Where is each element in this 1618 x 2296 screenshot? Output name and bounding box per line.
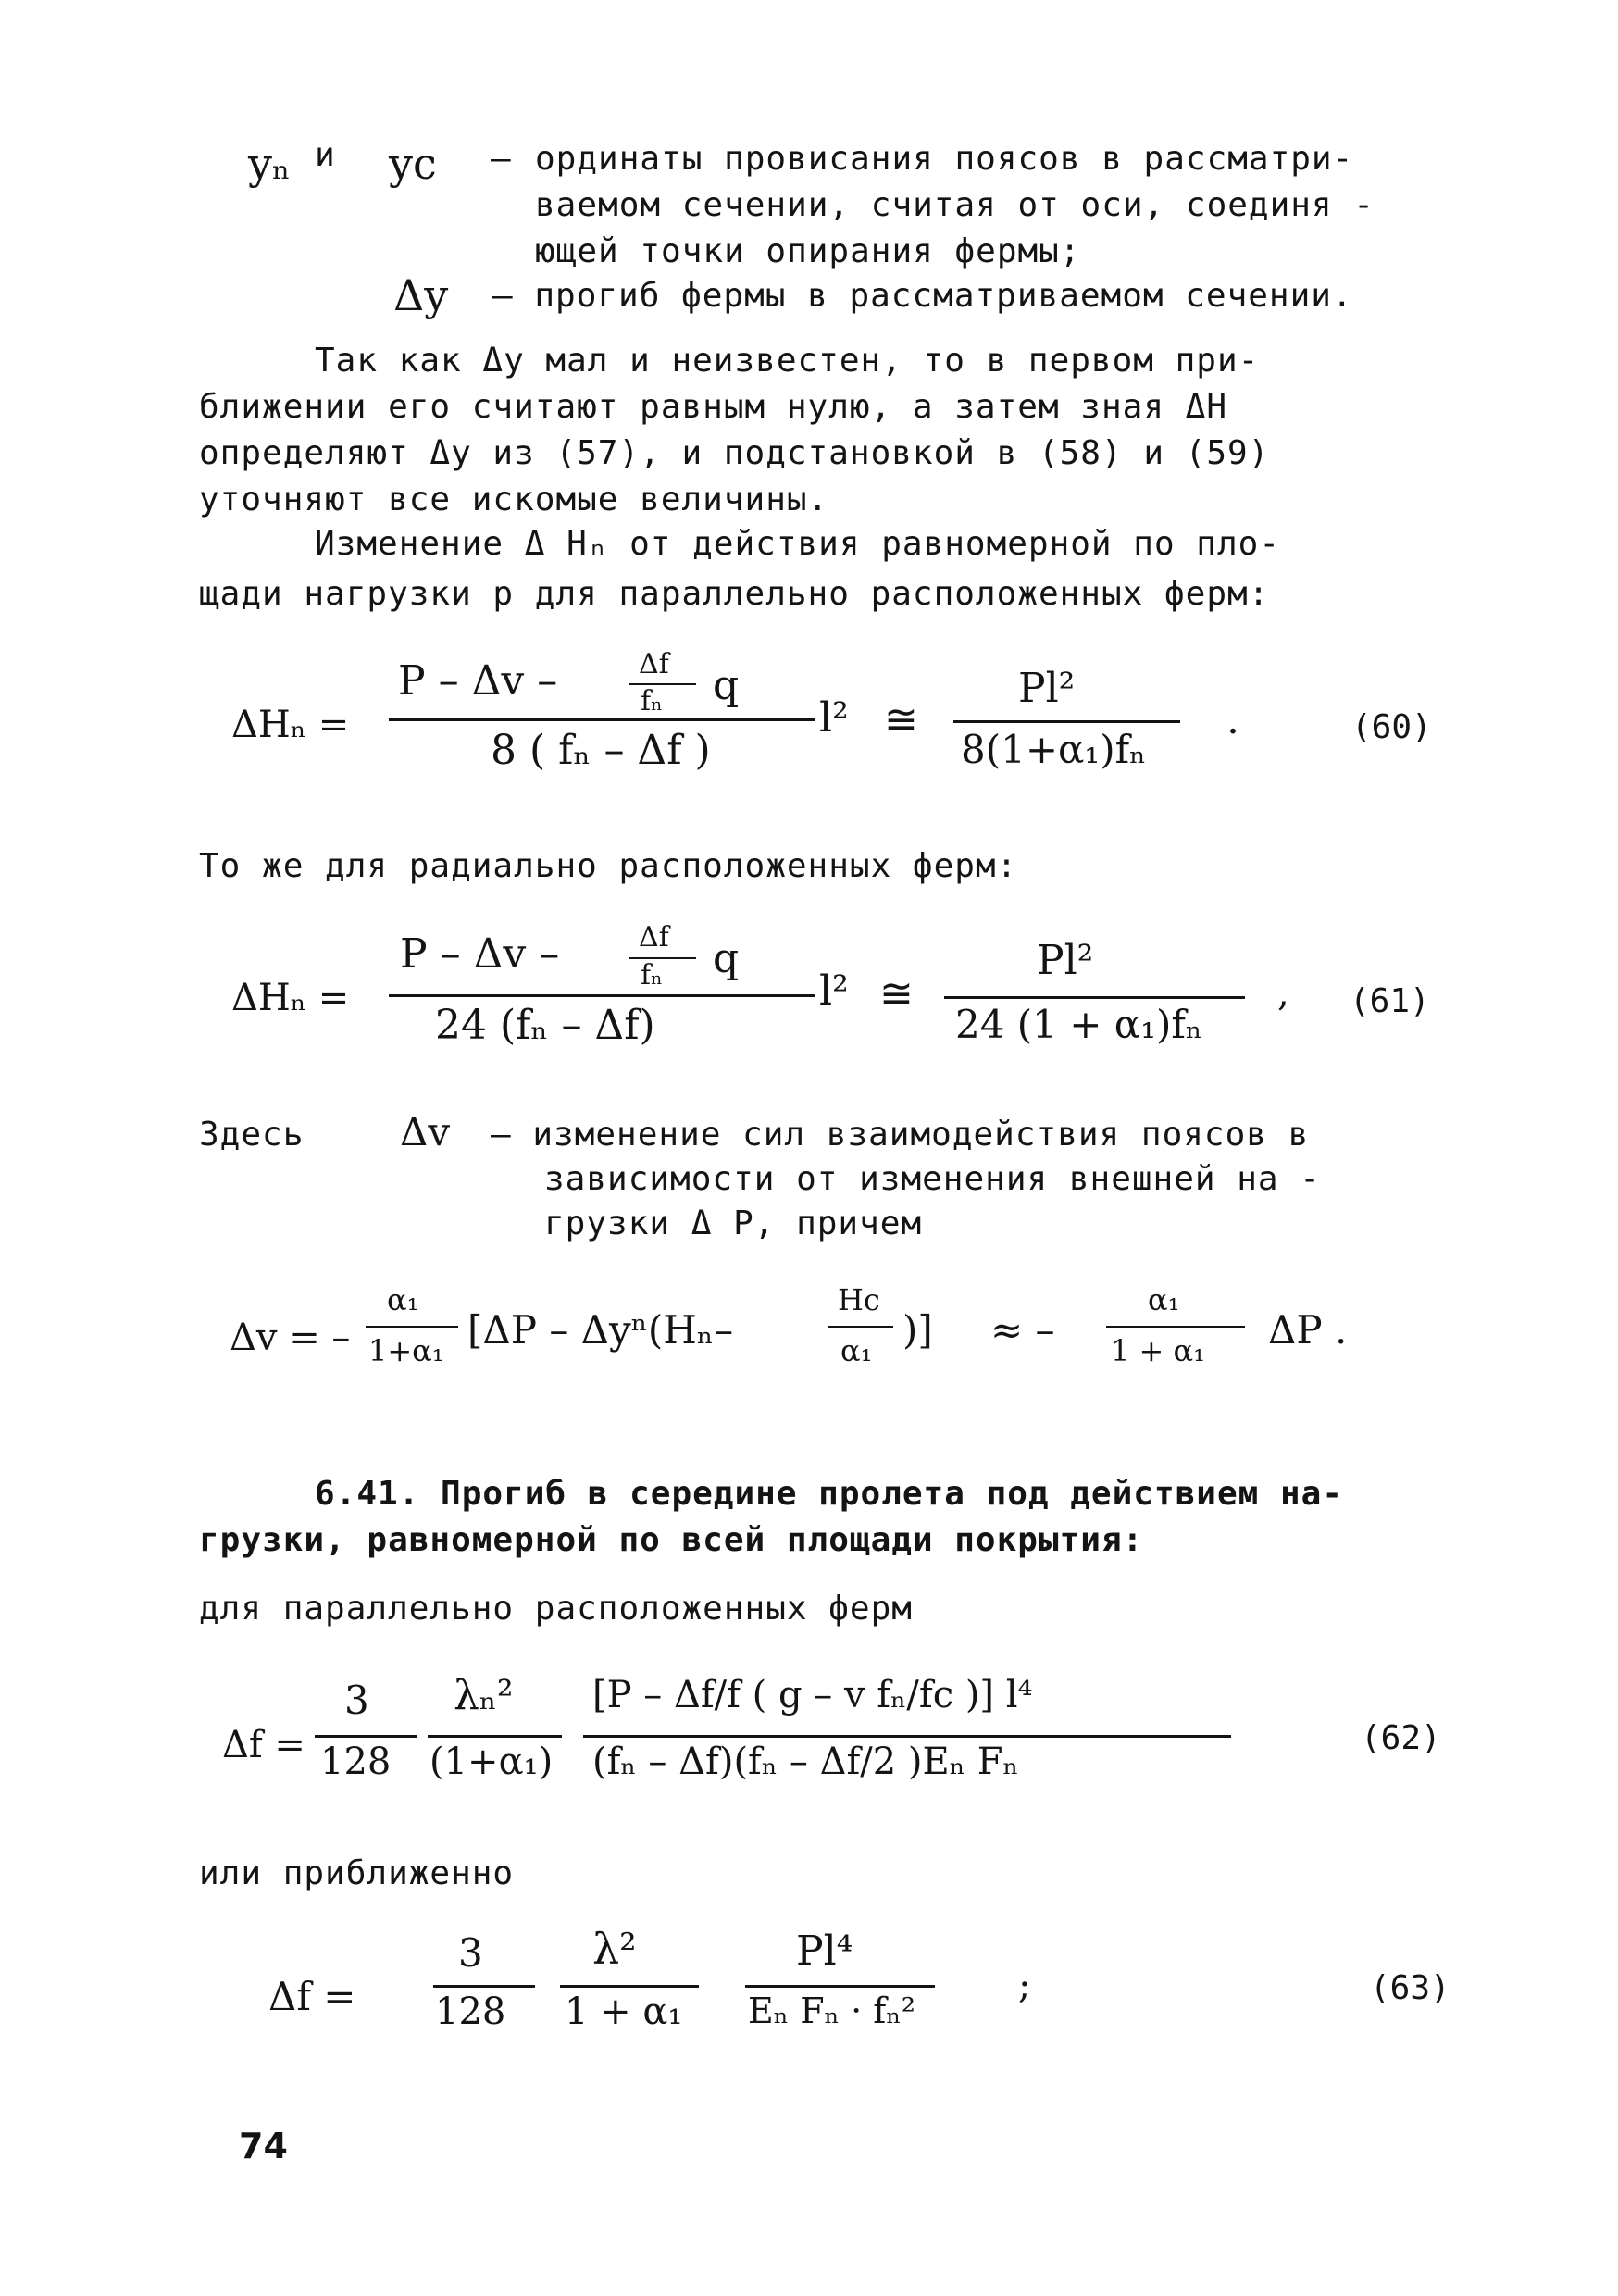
para2-line-1: Изменение Δ Hₙ от действия равномерной по пло- xyxy=(315,525,1280,563)
eqdv-approx: ≈ – xyxy=(990,1307,1055,1353)
eq63-lambda-den: 1 + α₁ xyxy=(565,1990,683,2033)
here-symbol: Δv xyxy=(400,1109,451,1154)
eq61-denominator: 24 (fₙ – Δf) xyxy=(435,1002,655,1049)
eq60-approx: ≅ xyxy=(884,696,918,743)
eq61-lhs: ΔHₙ = xyxy=(231,977,350,1019)
eqdv-f2-den: α₁ xyxy=(840,1333,873,1368)
eq62-lambda-den: (1+α₁) xyxy=(429,1741,554,1783)
here-word: Здесь xyxy=(199,1116,305,1154)
eq63-lambda-bar xyxy=(560,1985,699,1988)
eqdv-bracket: [ΔP – Δyⁿ(Hₙ– xyxy=(467,1307,734,1353)
eq60-rhs-frac-bar xyxy=(953,720,1180,723)
eq60-rhs-denominator: 8(1+α₁)fₙ xyxy=(961,727,1147,772)
and-word: и xyxy=(315,136,336,174)
para4-line-2: грузки, равномерной по всей площади покрытия: xyxy=(199,1521,1144,1559)
para5-line-1: или приближенно xyxy=(199,1854,515,1892)
eq63-frac-bar xyxy=(745,1985,935,1988)
symbol-yc: yc xyxy=(389,139,437,189)
eqdv-f1-den: 1+α₁ xyxy=(368,1333,444,1368)
eq63-lambda-num: λ² xyxy=(592,1924,637,1974)
eq63-coef-bar xyxy=(433,1985,535,1988)
eq63-semicolon: ; xyxy=(1018,1965,1031,2007)
symbol-yn: yₙ xyxy=(248,139,291,189)
eq61-l-squared: l² xyxy=(819,967,849,1015)
eqdv-f2-bar xyxy=(828,1326,893,1328)
eq62-coef-bar xyxy=(315,1735,417,1738)
eq61-rhs-numerator: Pl² xyxy=(1037,937,1094,984)
eq60-main-frac-bar xyxy=(389,718,815,721)
definition-line-4: – прогиб фермы в рассматриваемом сечении. xyxy=(492,277,1353,315)
eq62-lambda-bar xyxy=(428,1735,562,1738)
eq60-inner-frac-num: Δf xyxy=(639,648,669,680)
eq62-denominator: (fₙ – Δf)(fₙ – Δf/2 )Eₙ Fₙ xyxy=(592,1741,1019,1783)
eq60-dot: . xyxy=(1226,696,1239,743)
eq61-inner-frac-den: fₙ xyxy=(641,959,664,992)
para1-line-4: уточняют все искомые величины. xyxy=(199,480,829,518)
eqdv-close: )] xyxy=(902,1307,933,1353)
eq62-coef-den: 128 xyxy=(320,1741,392,1783)
eq63-frac-den: Eₙ Fₙ · fₙ² xyxy=(748,1990,916,2031)
para4-line-3: для параллельно расположенных ферм xyxy=(199,1590,913,1628)
here-line-1: – изменение сил взаимодействия поясов в xyxy=(491,1116,1310,1154)
symbol-dy: Δy xyxy=(393,270,449,320)
eq62-lambda-num: λₙ² xyxy=(454,1672,514,1719)
para3-line-1: То же для радиально расположенных ферм: xyxy=(199,847,1018,885)
eq60-l-squared: l² xyxy=(819,694,849,742)
here-line-3: грузки Δ P, причем xyxy=(544,1204,923,1242)
eq61-number: (61) xyxy=(1350,982,1430,1020)
eq62-main-bar xyxy=(583,1735,1231,1738)
eqdv-f3-num: α₁ xyxy=(1148,1282,1180,1317)
eq61-main-frac-bar xyxy=(389,994,815,997)
eqdv-tail: ΔP . xyxy=(1268,1307,1348,1353)
para2-line-2: щади нагрузки p для параллельно расположенных ферм: xyxy=(199,575,1270,613)
eq61-approx: ≅ xyxy=(879,970,914,1017)
eqdv-lhs: Δv = – xyxy=(230,1316,351,1359)
eq60-rhs-numerator: Pl² xyxy=(1018,665,1076,712)
eq62-coef-num: 3 xyxy=(344,1678,369,1723)
eqdv-f2-num: Hc xyxy=(838,1282,880,1317)
eq62-lhs: Δf = xyxy=(222,1724,305,1766)
eq63-number: (63) xyxy=(1370,1969,1450,2007)
eq61-inner-frac-num: Δf xyxy=(639,921,669,954)
eq63-lhs: Δf = xyxy=(268,1974,356,2019)
eqdv-f3-den: 1 + α₁ xyxy=(1111,1333,1205,1368)
eq63-frac-num: Pl⁴ xyxy=(796,1928,853,1975)
eq61-comma: , xyxy=(1277,972,1289,1015)
eq61-numerator: P – Δv – xyxy=(400,930,560,978)
eq60-number: (60) xyxy=(1351,708,1432,746)
eq60-lhs: ΔHₙ = xyxy=(231,704,350,746)
eq63-coef-den: 128 xyxy=(435,1990,506,2033)
para1-line-3: определяют Δy из (57), и подстановкой в (58) и (59) xyxy=(199,434,1270,472)
definition-line-1: ординаты провисания поясов в рассматри- xyxy=(535,140,1354,178)
eqdv-f1-num: α₁ xyxy=(387,1282,419,1317)
definition-line-2: ваемом сечении, считая от оси, соединя - xyxy=(535,186,1375,224)
definition-line-3: ющей точки опирания фермы; xyxy=(535,232,1081,270)
page-number: 74 xyxy=(239,2126,288,2166)
para1-line-2: ближении его считают равным нулю, а затем зная ΔH xyxy=(199,388,1228,426)
eq61-rhs-frac-bar xyxy=(944,996,1245,999)
eq61-num-tail: q xyxy=(713,935,740,982)
para1-line-1: Так как Δy мал и неизвестен, то в первом при- xyxy=(315,342,1260,380)
para4-line-1: 6.41. Прогиб в середине пролета под действием на- xyxy=(315,1475,1344,1513)
eq62-numerator: [P – Δf/f ( g – v fₙ/fc )] l⁴ xyxy=(592,1674,1033,1716)
eq60-denominator: 8 ( fₙ – Δf ) xyxy=(491,727,711,774)
here-line-2: зависимости от изменения внешней на - xyxy=(544,1160,1321,1198)
eq62-number: (62) xyxy=(1361,1719,1441,1757)
definition-dash: – xyxy=(491,140,512,178)
eqdv-f3-bar xyxy=(1106,1326,1245,1328)
eqdv-f1-bar xyxy=(366,1326,458,1328)
eq60-inner-frac-den: fₙ xyxy=(641,685,664,718)
eq61-rhs-denominator: 24 (1 + α₁)fₙ xyxy=(955,1002,1203,1047)
eq60-numerator: P – Δv – xyxy=(398,657,558,705)
eq60-num-tail: q xyxy=(713,662,740,709)
eq63-coef-num: 3 xyxy=(458,1930,483,1976)
